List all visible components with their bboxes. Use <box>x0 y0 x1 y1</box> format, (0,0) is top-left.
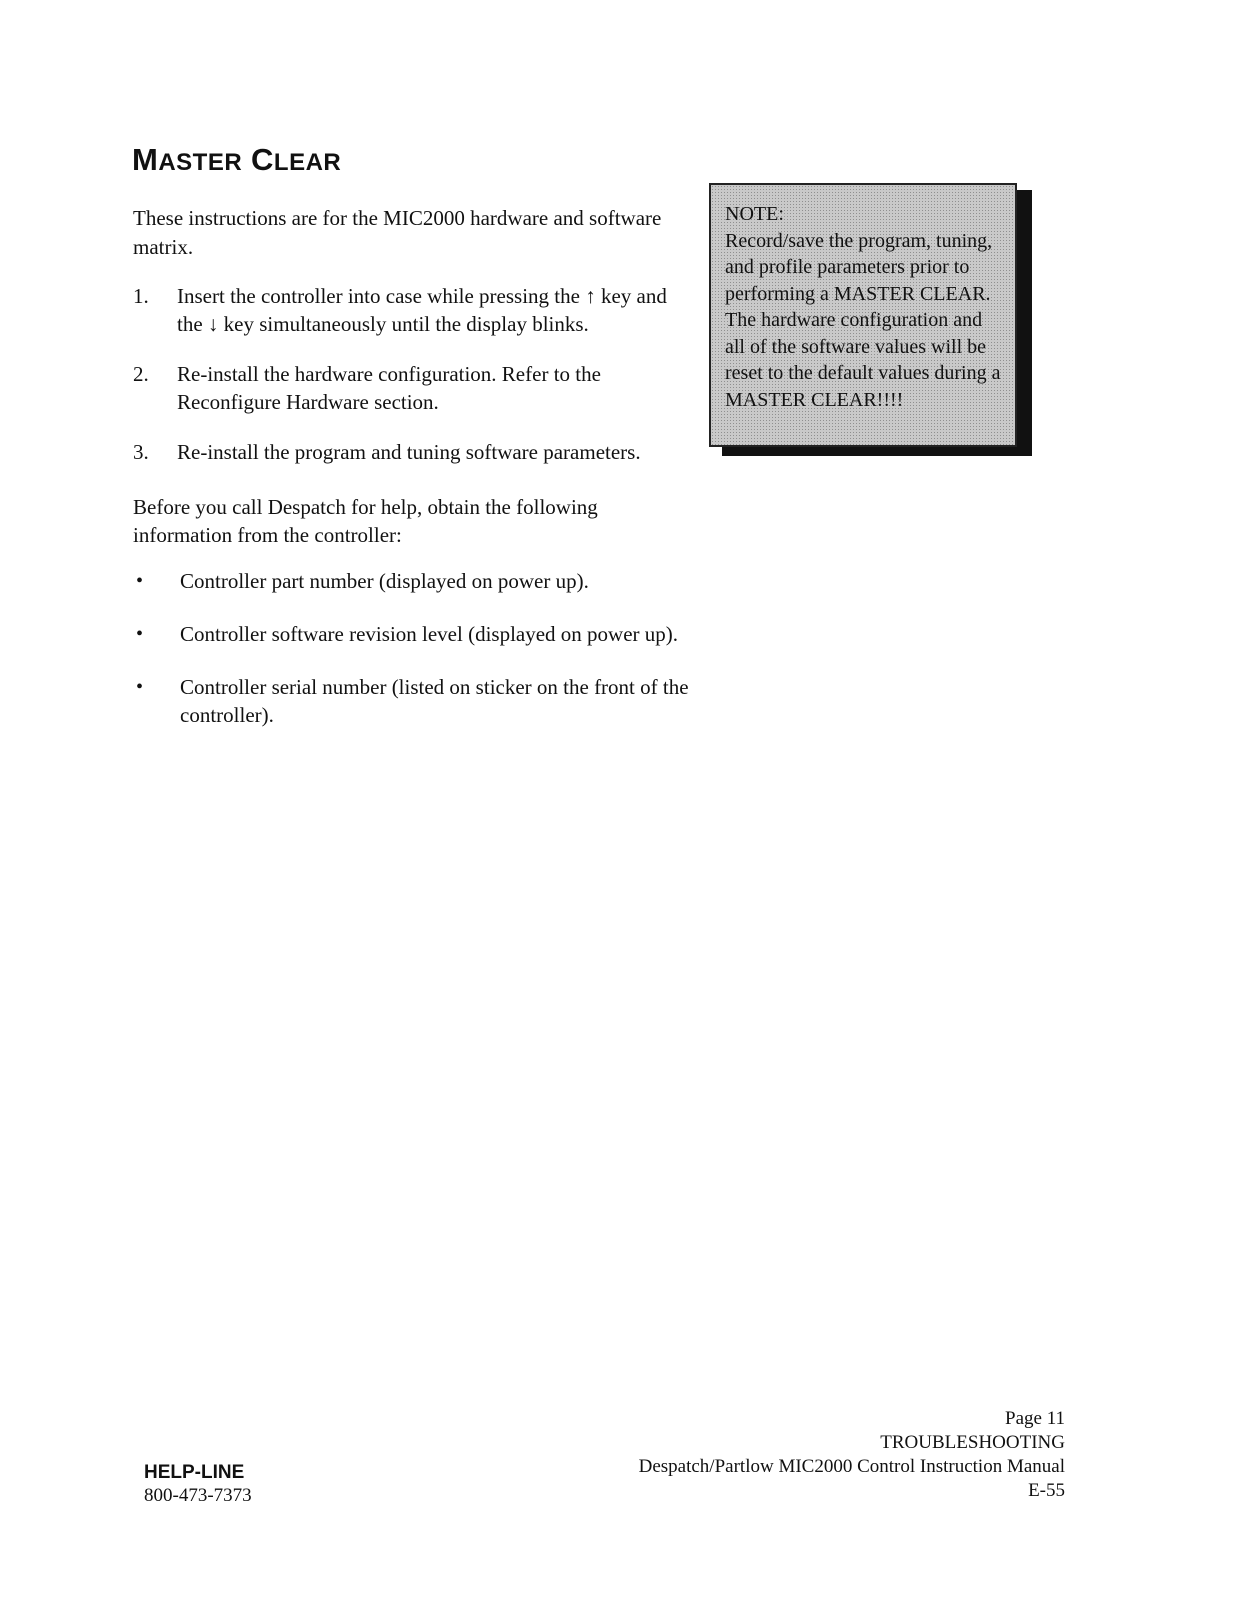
step-number: 1. <box>133 284 149 308</box>
bullet-text: Controller part number (displayed on power up). <box>180 569 589 593</box>
section-name: TROUBLESHOOTING <box>880 1432 1065 1453</box>
title-rest-lear: LEAR <box>273 149 342 176</box>
helpline <box>144 1462 252 1508</box>
title-initial-c: C <box>251 142 274 177</box>
list-item <box>133 438 693 466</box>
list-item <box>133 620 693 648</box>
step-number: 3. <box>133 440 149 464</box>
note-title: NOTE: <box>725 203 784 225</box>
bullet-icon: • <box>136 676 144 698</box>
note-body: Record/save the program, tuning, and profile parameters prior to performing a MASTER CLEAR. The hardware configuration and all of the software values will be reset to the default values during a MASTER CLEAR!!!! <box>725 229 1001 411</box>
title-initial-m: M <box>132 142 159 177</box>
step-number: 2. <box>133 362 149 386</box>
bullet-icon: • <box>136 623 144 645</box>
step-text: Re-install the program and tuning software parameters. <box>177 440 641 464</box>
bullet-text: Controller serial number (listed on sticker on the front of the controller). <box>180 675 689 727</box>
info-list <box>133 567 693 754</box>
bullet-text: Controller software revision level (displayed on power up). <box>180 622 679 646</box>
list-item <box>133 360 693 416</box>
list-item <box>133 282 693 338</box>
page-code: E-55 <box>1028 1480 1065 1501</box>
helpline-label: HELP-LINE <box>144 1462 245 1483</box>
list-item <box>133 673 693 729</box>
bullet-icon: • <box>136 570 144 592</box>
manual-title: Despatch/Partlow MIC2000 Control Instruction Manual <box>638 1456 1065 1477</box>
intro-paragraph: These instructions are for the MIC2000 hardware and software matrix. <box>133 206 662 259</box>
step-text: Re-install the hardware configuration. Refer to the Reconfigure Hardware section. <box>177 362 601 414</box>
page-footer <box>639 1407 1065 1503</box>
list-item <box>133 567 693 595</box>
helpline-phone: 800-473-7373 <box>144 1485 252 1506</box>
title-rest-aster: ASTER <box>158 149 243 176</box>
page-title <box>132 142 341 178</box>
steps-list <box>133 282 693 488</box>
page-number: Page 11 <box>1005 1408 1065 1429</box>
step-text: Insert the controller into case while pressing the ↑ key and the ↓ key simultaneously until the display blinks. <box>177 284 667 336</box>
before-call-paragraph: Before you call Despatch for help, obtain the following information from the controller: <box>133 495 598 547</box>
note-box <box>709 183 1017 447</box>
